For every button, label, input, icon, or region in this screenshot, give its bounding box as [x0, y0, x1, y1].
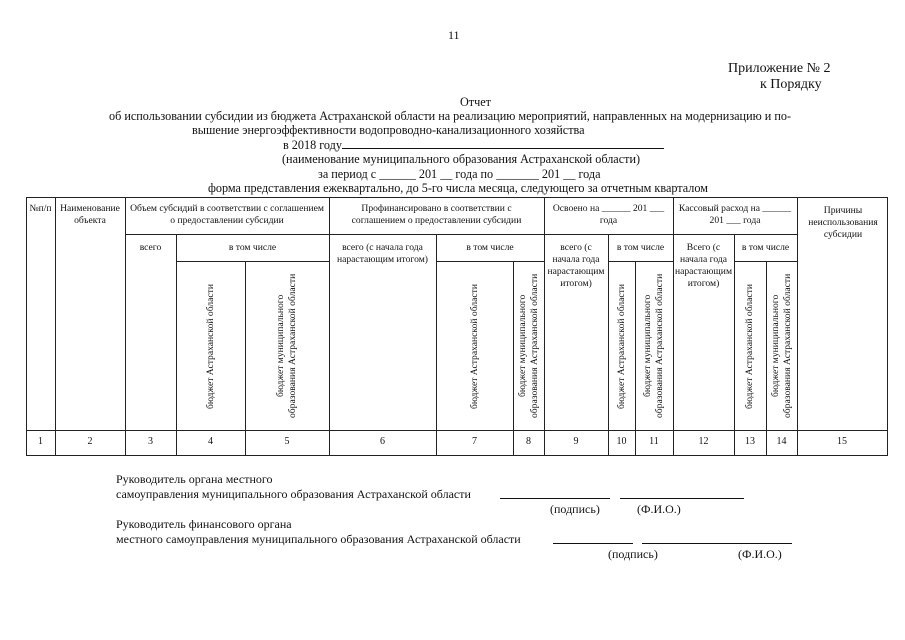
head-fio-field[interactable]: [620, 498, 744, 499]
header-mastered: Освоено на ______ 201 ___ года: [552, 203, 665, 226]
table-border-left: [26, 197, 27, 456]
column-number: 7: [472, 436, 477, 447]
municipality-caption: (наименование муниципального образования Астраханской области): [282, 152, 641, 166]
column-number: 3: [148, 436, 153, 447]
header-budget-region: бюджет Астраханской области: [615, 283, 627, 409]
header-budget-municipal: бюджет муниципального образования Астраханской области: [769, 273, 793, 419]
report-table: [26, 197, 888, 456]
head-signatory-line1: Руководитель органа местного: [116, 472, 273, 486]
table-col-line: [544, 197, 545, 456]
header-total: всего: [139, 242, 162, 253]
report-subtitle-line2: вышение энергоэффективности водопроводно-канализационного хозяйства: [192, 123, 585, 137]
finance-signatory-line2: местного самоуправления муниципального образования Астраханской области: [116, 532, 521, 546]
header-including: в том числе: [228, 242, 277, 253]
header-total-cumulative: всего (с начала года нарастающим итогом): [336, 242, 428, 265]
header-budget-region: бюджет Астраханской области: [468, 283, 480, 409]
table-border-bottom: [26, 455, 888, 456]
header-total-cumulative: Всего (с начала года нарастающим итогом): [674, 242, 733, 289]
finance-fio-field[interactable]: [642, 543, 792, 544]
header-total-cumulative: всего (с начала года нарастающим итогом): [547, 242, 605, 289]
header-financed: Профинансировано в соответствии с соглашением о предоставлении субсидии: [351, 203, 522, 226]
header-budget-region: бюджет Астраханской области: [744, 283, 755, 409]
table-rule-sub2: [436, 261, 544, 262]
column-number: 8: [526, 436, 531, 447]
column-number: 12: [698, 436, 709, 447]
header-including: в том числе: [741, 242, 790, 253]
head-signature-caption: (подпись): [550, 502, 600, 516]
header-budget-municipal: бюджет муниципального образования Астраханской области: [516, 273, 540, 419]
column-number: 4: [208, 436, 213, 447]
column-number: 6: [380, 436, 385, 447]
table-col-line: [125, 197, 126, 456]
column-number: 14: [776, 436, 787, 447]
year-prefix: в 2018 году: [283, 138, 342, 152]
column-number: 10: [616, 436, 627, 447]
table-col-line: [797, 197, 798, 456]
column-number: 15: [837, 436, 847, 447]
page-number: 11: [448, 28, 460, 42]
municipality-blank-field[interactable]: [342, 138, 664, 149]
header-including: в том числе: [466, 242, 514, 253]
table-rule-sub3: [608, 261, 673, 262]
table-col-line: [329, 197, 330, 456]
appendix-reference: к Порядку: [760, 77, 822, 92]
table-col-line: [55, 197, 56, 456]
report-title: Отчет: [460, 95, 491, 109]
year-line: [283, 138, 664, 153]
table-col-line: [673, 197, 674, 456]
head-signatory-line2: самоуправления муниципального образования Астраханской области: [116, 487, 471, 501]
column-number: 9: [573, 436, 579, 447]
header-object-name: Наименование объекта: [60, 203, 120, 226]
table-border-right: [887, 197, 888, 456]
submission-form-line: форма представления ежеквартально, до 5-го числа месяца, следующего за отчетным кварталом: [208, 181, 708, 195]
report-subtitle-line1: об использовании субсидии из бюджета Астраханской области на реализацию мероприятий, направленных на модернизацию и по-: [109, 109, 791, 123]
header-cash-expense: Кассовый расход на ______ 201 ___ года: [678, 203, 792, 226]
header-row-number: №п/п: [29, 203, 52, 214]
table-rule-row1: [125, 234, 797, 235]
column-number: 13: [745, 436, 755, 447]
finance-fio-caption: (Ф.И.О.): [738, 547, 782, 561]
header-including: в том числе: [616, 242, 665, 253]
header-unused-reasons: Причины неиспользования субсидии: [808, 205, 878, 240]
header-budget-region: бюджет Астраханской области: [204, 283, 216, 409]
header-budget-municipal: бюджет муниципального образования Астраханской области: [275, 273, 298, 419]
header-budget-municipal: бюджет муниципального образования Астраханской области: [642, 273, 665, 419]
finance-signature-field[interactable]: [553, 543, 633, 544]
head-fio-caption: (Ф.И.О.): [637, 502, 681, 516]
table-border-top: [26, 197, 888, 198]
finance-signatory-line1: Руководитель финансового органа: [116, 517, 292, 531]
finance-signature-caption: (подпись): [608, 547, 658, 561]
column-number: 1: [38, 436, 43, 447]
column-number: 5: [284, 436, 290, 447]
table-rule-numbers: [26, 430, 888, 431]
header-subsidy-volume: Объем субсидий в соответствии с соглашением о предоставлении субсидии: [130, 203, 324, 226]
column-number: 11: [649, 436, 659, 447]
column-number: 2: [87, 436, 93, 447]
period-line: за период с ______ 201 __ года по _______ 201 __ года: [318, 167, 601, 181]
appendix-label: Приложение № 2: [728, 61, 831, 76]
table-rule-sub1: [176, 261, 329, 262]
head-signature-field[interactable]: [500, 498, 610, 499]
